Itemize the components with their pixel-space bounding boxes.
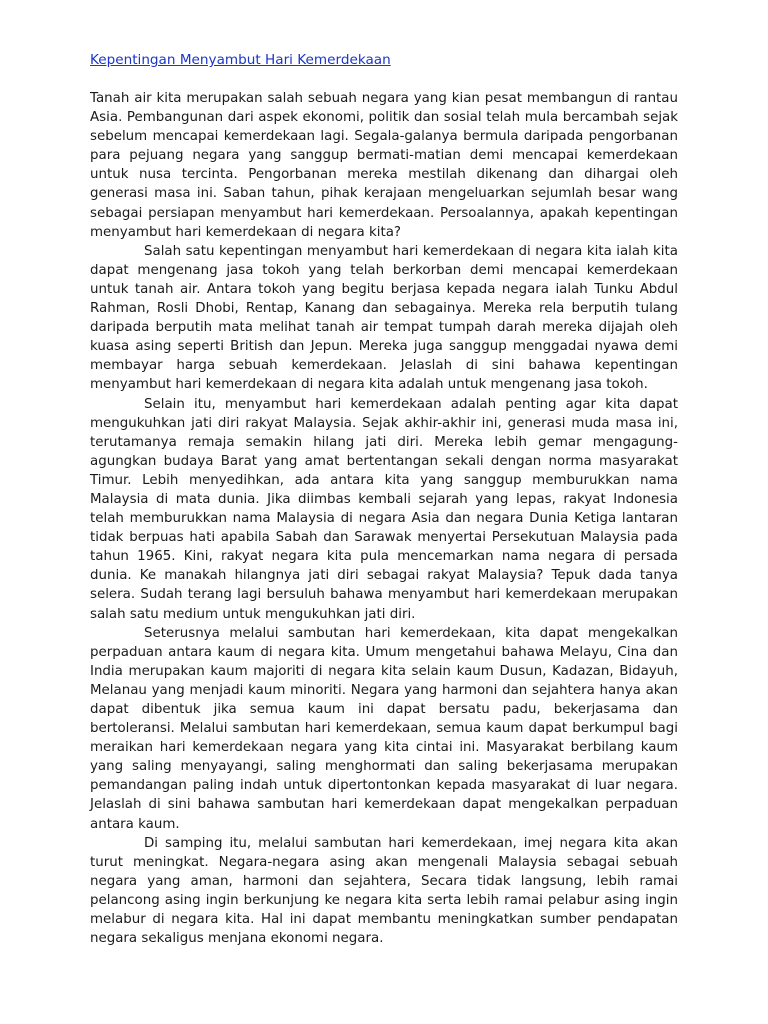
paragraph-point-1: Salah satu kepentingan menyambut hari kemerdekaan di negara kita ialah kita dapat mengenang jasa tokoh yang telah berkorban demi mencapai kemerdekaan untuk tanah air. Antara tokoh yang begitu berjasa kepada negara ialah Tunku Abdul Rahman, Rosli Dhobi, Rentap, Kanang dan sebagainya. Mereka rela berputih tulang daripada berputih mata melihat tanah air tempat tumpah darah mereka dijajah oleh kuasa asing seperti British dan Jepun. Mereka juga sanggup menggadai nyawa demi membayar harga sebuah kemerdekaan. Jelaslah di sini bahawa kepentingan menyambut hari kemerdekaan di negara kita adalah untuk mengenang jasa tokoh. [90,243,678,393]
document-title-link[interactable]: Kepentingan Menyambut Hari Kemerdekaan [90,52,391,68]
document-page [90,50,678,948]
paragraph-point-4: Di samping itu, melalui sambutan hari kemerdekaan, imej negara kita akan turut meningkat. Negara-negara asing akan mengenali Malaysia sebagai sebuah negara yang aman, harmoni dan sejahtera, Secara tidak langsung, lebih ramai pelancong asing ingin berkunjung ke negara kita serta lebih ramai pelabur asing ingin melabur di negara kita. Hal ini dapat membantu meningkatkan sumber pendapatan negara sekaligus menjana ekonomi negara. [90,835,678,947]
paragraph-point-2: Selain itu, menyambut hari kemerdekaan adalah penting agar kita dapat mengukuhkan jati diri rakyat Malaysia. Sejak akhir-akhir ini, generasi muda masa ini, terutamanya remaja semakin hilang jati diri. Mereka lebih gemar mengagung-agungkan budaya Barat yang amat bertentangan sekali dengan norma masyarakat Timur. Lebih menyedihkan, ada antara kita yang sanggup memburukkan nama Malaysia di mata dunia. Jika diimbas kembali sejarah yang lepas, rakyat Indonesia telah memburukkan nama Malaysia di negara Asia dan negara Dunia Ketiga lantaran tidak berpuas hati apabila Sabah dan Sarawak menyertai Persekutuan Malaysia pada tahun 1965. Kini, rakyat negara kita pula mencemarkan nama negara di persada dunia. Ke manakah hilangnya jati diri sebagai rakyat Malaysia? Tepuk dada tanya selera. Sudah terang lagi bersuluh bahawa menyambut hari kemerdekaan merupakan salah satu medium untuk mengukuhkan jati diri. [90,396,678,622]
paragraph-point-3: Seterusnya melalui sambutan hari kemerdekaan, kita dapat mengekalkan perpaduan antara kaum di negara kita. Umum mengetahui bahawa Melayu, Cina dan India merupakan kaum majoriti di negara kita selain kaum Dusun, Kadazan, Bidayuh, Melanau yang menjadi kaum minoriti. Negara yang harmoni dan sejahtera hanya akan dapat dibentuk jika semua kaum ini dapat bersatu padu, bekerjasama dan bertoleransi. Melalui sambutan hari kemerdekaan, semua kaum dapat berkumpul bagi meraikan hari kemerdekaan negara yang kita cintai ini. Masyarakat berbilang kaum yang saling menyayangi, saling menghormati dan saling bekerjasama merupakan pemandangan paling indah untuk dipertontonkan kepada masyarakat di luar negara. Jelaslah di sini bahawa sambutan hari kemerdekaan dapat mengekalkan perpaduan antara kaum. [90,625,678,832]
paragraph-intro: Tanah air kita merupakan salah sebuah negara yang kian pesat membangun di rantau Asia. Pembangunan dari aspek ekonomi, politik dan sosial telah mula bercambah sejak sebelum mencapai kemerdekaan lagi. Segala-galanya bermula daripada pengorbanan para pejuang negara yang sanggup bermati-matian demi mencapai kemerdekaan untuk nusa tercinta. Pengorbanan mereka mestilah dikenang dan dihargai oleh generasi masa ini. Saban tahun, pihak kerajaan mengeluarkan sejumlah besar wang sebagai persiapan menyambut hari kemerdekaan. Persoalannya, apakah kepentingan menyambut hari kemerdekaan di negara kita? [90,91,678,240]
